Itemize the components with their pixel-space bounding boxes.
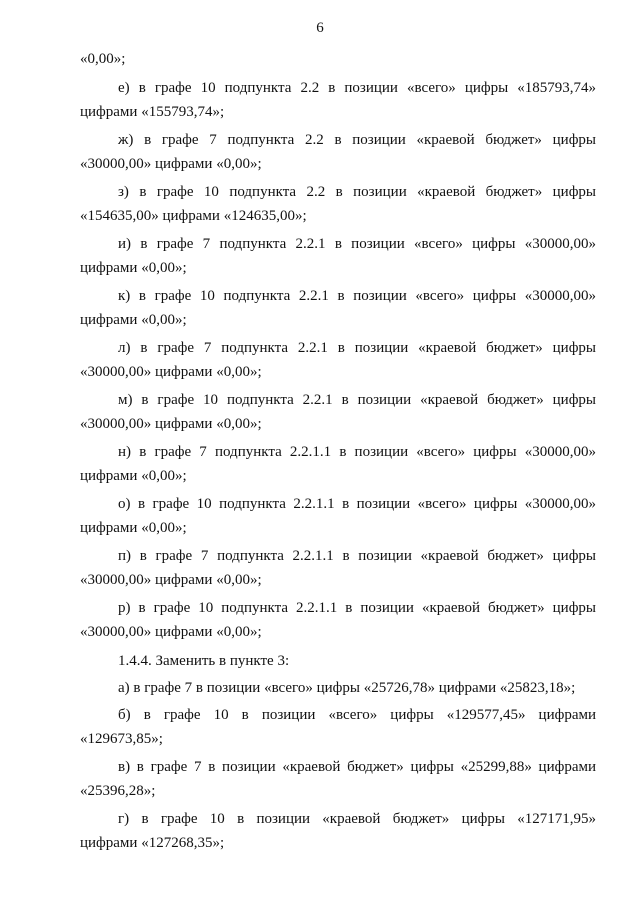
text-line: «30000,00» цифрами «0,00»; xyxy=(80,416,262,432)
text-line: цифрами «0,00»; xyxy=(80,468,187,484)
text-line: цифрами «127268,35»; xyxy=(80,835,225,851)
text-line: о) в графе 10 подпункта 2.2.1.1 в позиции «всего» цифры «30000,00» xyxy=(118,496,596,512)
text-line: з) в графе 10 подпункта 2.2 в позиции «краевой бюджет» цифры xyxy=(118,184,596,200)
text-line: л) в графе 7 подпункта 2.2.1 в позиции «краевой бюджет» цифры xyxy=(118,340,596,356)
text-line: в) в графе 7 в позиции «краевой бюджет» цифры «25299,88» цифрами xyxy=(118,759,596,775)
text-line: цифрами «0,00»; xyxy=(80,520,187,536)
text-line: «30000,00» цифрами «0,00»; xyxy=(80,156,262,172)
text-line: г) в графе 10 в позиции «краевой бюджет» цифры «127171,95» xyxy=(118,811,596,827)
text-line: ж) в графе 7 подпункта 2.2 в позиции «краевой бюджет» цифры xyxy=(118,132,596,148)
text-line: «30000,00» цифрами «0,00»; xyxy=(80,624,262,640)
text-line: «30000,00» цифрами «0,00»; xyxy=(80,364,262,380)
text-line: цифрами «155793,74»; xyxy=(80,104,225,120)
text-line: р) в графе 10 подпункта 2.2.1.1 в позиции «краевой бюджет» цифры xyxy=(118,600,596,616)
text-line: цифрами «0,00»; xyxy=(80,312,187,328)
text-line: б) в графе 10 в позиции «всего» цифры «129577,45» цифрами xyxy=(118,707,596,723)
text-line: цифрами «0,00»; xyxy=(80,260,187,276)
text-line: н) в графе 7 подпункта 2.2.1.1 в позиции «всего» цифры «30000,00» xyxy=(118,444,596,460)
text-line: а) в графе 7 в позиции «всего» цифры «25726,78» цифрами «25823,18»; xyxy=(118,680,576,696)
text-line: и) в графе 7 подпункта 2.2.1 в позиции «всего» цифры «30000,00» xyxy=(118,236,596,252)
text-line: «154635,00» цифрами «124635,00»; xyxy=(80,208,307,224)
text-line: «30000,00» цифрами «0,00»; xyxy=(80,572,262,588)
text-line: п) в графе 7 подпункта 2.2.1.1 в позиции «краевой бюджет» цифры xyxy=(118,548,596,564)
text-line: е) в графе 10 подпункта 2.2 в позиции «всего» цифры «185793,74» xyxy=(118,80,596,96)
section-heading: 1.4.4. Заменить в пункте 3: xyxy=(118,653,290,669)
text-line: «0,00»; xyxy=(80,51,126,67)
text-line: «25396,28»; xyxy=(80,783,156,799)
text-line: к) в графе 10 подпункта 2.2.1 в позиции «всего» цифры «30000,00» xyxy=(118,288,596,304)
text-line: м) в графе 10 подпункта 2.2.1 в позиции «краевой бюджет» цифры xyxy=(118,392,596,408)
text-line: «129673,85»; xyxy=(80,731,163,747)
page-number: 6 xyxy=(316,20,324,36)
